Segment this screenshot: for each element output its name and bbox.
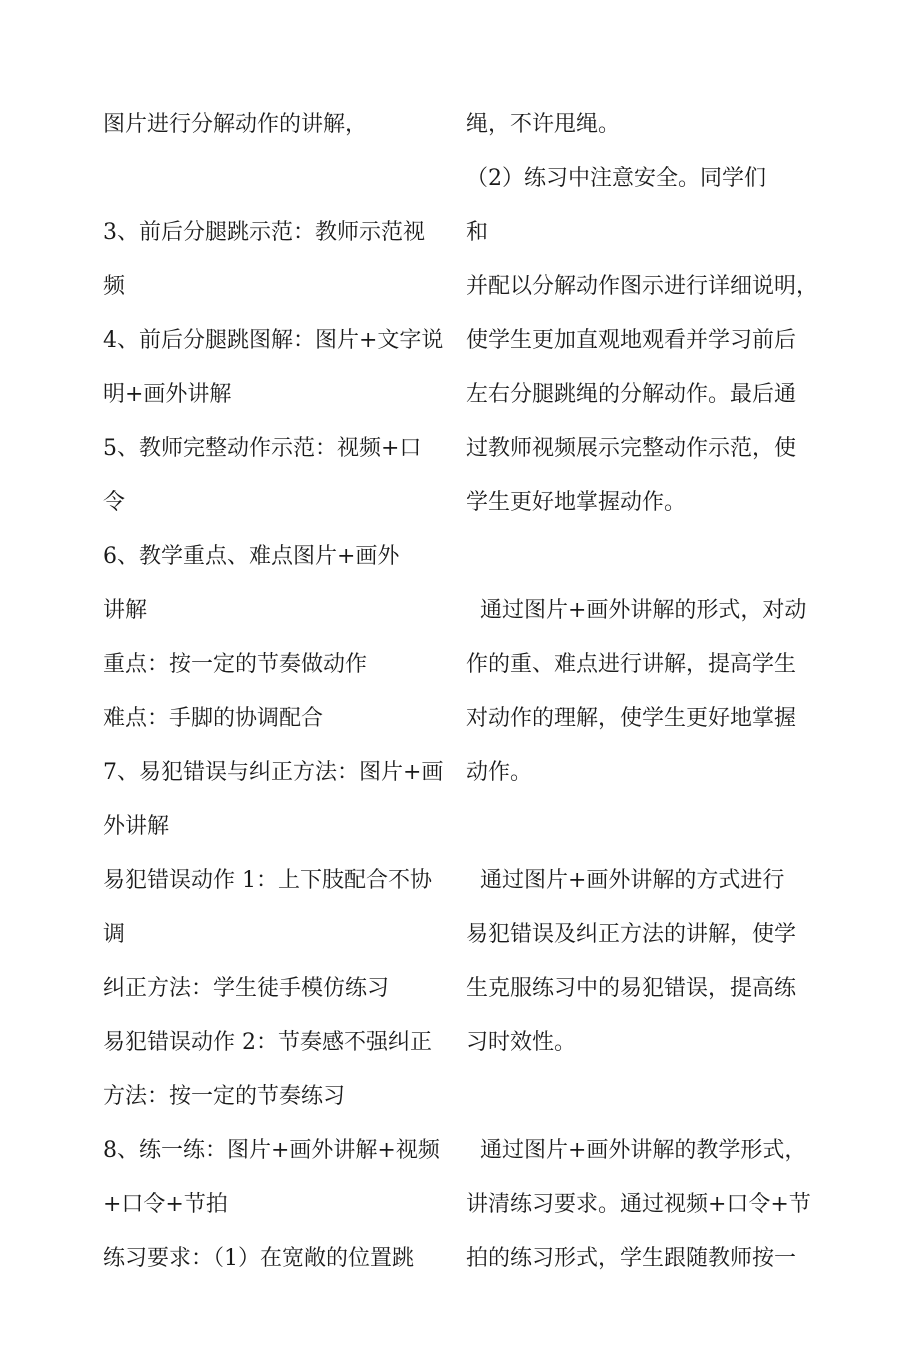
text-line: 习时效性。 [466, 1030, 577, 1055]
text-line: 明+画外讲解 [103, 382, 232, 407]
text-line: 使学生更加直观地观看并学习前后 [466, 328, 797, 353]
text-line: 频 [103, 274, 126, 299]
text-line: 5、教师完整动作示范：视频+口 [103, 436, 422, 461]
text-line: 纠正方法：学生徒手模仿练习 [103, 976, 390, 1001]
text-line: 并配以分解动作图示进行详细说明， [466, 274, 819, 299]
text-line: 通过图片+画外讲解的方式进行 [466, 868, 785, 893]
text-line: 6、教学重点、难点图片+画外 [103, 544, 400, 569]
text-line: 易犯错误动作 1：上下肢配合不协 [103, 868, 432, 893]
text-line: 3、前后分腿跳示范：教师示范视 [103, 220, 425, 245]
text-line: 调 [103, 922, 126, 947]
text-line: （2）练习中注意安全。同学们 [466, 166, 766, 191]
text-line: 外讲解 [103, 814, 170, 839]
text-line: 讲清练习要求。通过视频+口令+节 [466, 1192, 811, 1217]
text-line: 生克服练习中的易犯错误，提高练 [466, 976, 797, 1001]
left-column [103, 98, 455, 1286]
text-line: 8、练一练：图片+画外讲解+视频 [103, 1138, 440, 1163]
text-line: 方法：按一定的节奏练习 [103, 1084, 346, 1109]
text-line: 绳，不许甩绳。 [466, 112, 621, 137]
text-line: 令 [103, 490, 126, 515]
text-line: 作的重、难点进行讲解，提高学生 [466, 652, 797, 677]
text-line: +口令+节拍 [103, 1192, 228, 1217]
text-line: 过教师视频展示完整动作示范，使 [466, 436, 797, 461]
text-line: 讲解 [103, 598, 148, 623]
text-line: 左右分腿跳绳的分解动作。最后通 [466, 382, 797, 407]
text-line: 动作。 [466, 760, 533, 785]
text-line: 重点：按一定的节奏做动作 [103, 652, 368, 677]
text-line: 4、前后分腿跳图解：图片+文字说 [103, 328, 444, 353]
text-line: 对动作的理解，使学生更好地掌握 [466, 706, 797, 731]
text-line: 7、易犯错误与纠正方法：图片+画 [103, 760, 444, 785]
blank-line [466, 800, 838, 854]
right-column [466, 98, 838, 1286]
text-line: 练习要求：（1）在宽敞的位置跳 [103, 1246, 414, 1271]
text-line: 拍的练习形式，学生跟随教师按一 [466, 1246, 797, 1271]
text-line: 图片进行分解动作的讲解， [103, 112, 368, 137]
text-line: 通过图片+画外讲解的形式，对动 [466, 598, 807, 623]
blank-line [466, 1070, 838, 1124]
text-line: 学生更好地掌握动作。 [466, 490, 687, 515]
blank-line [466, 530, 838, 584]
text-line: 和 [466, 220, 489, 245]
blank-line [103, 152, 455, 206]
text-line: 难点：手脚的协调配合 [103, 706, 324, 731]
text-line: 易犯错误动作 2：节奏感不强纠正 [103, 1030, 432, 1055]
text-line: 易犯错误及纠正方法的讲解，使学 [466, 922, 797, 947]
text-line: 通过图片+画外讲解的教学形式， [466, 1138, 807, 1163]
